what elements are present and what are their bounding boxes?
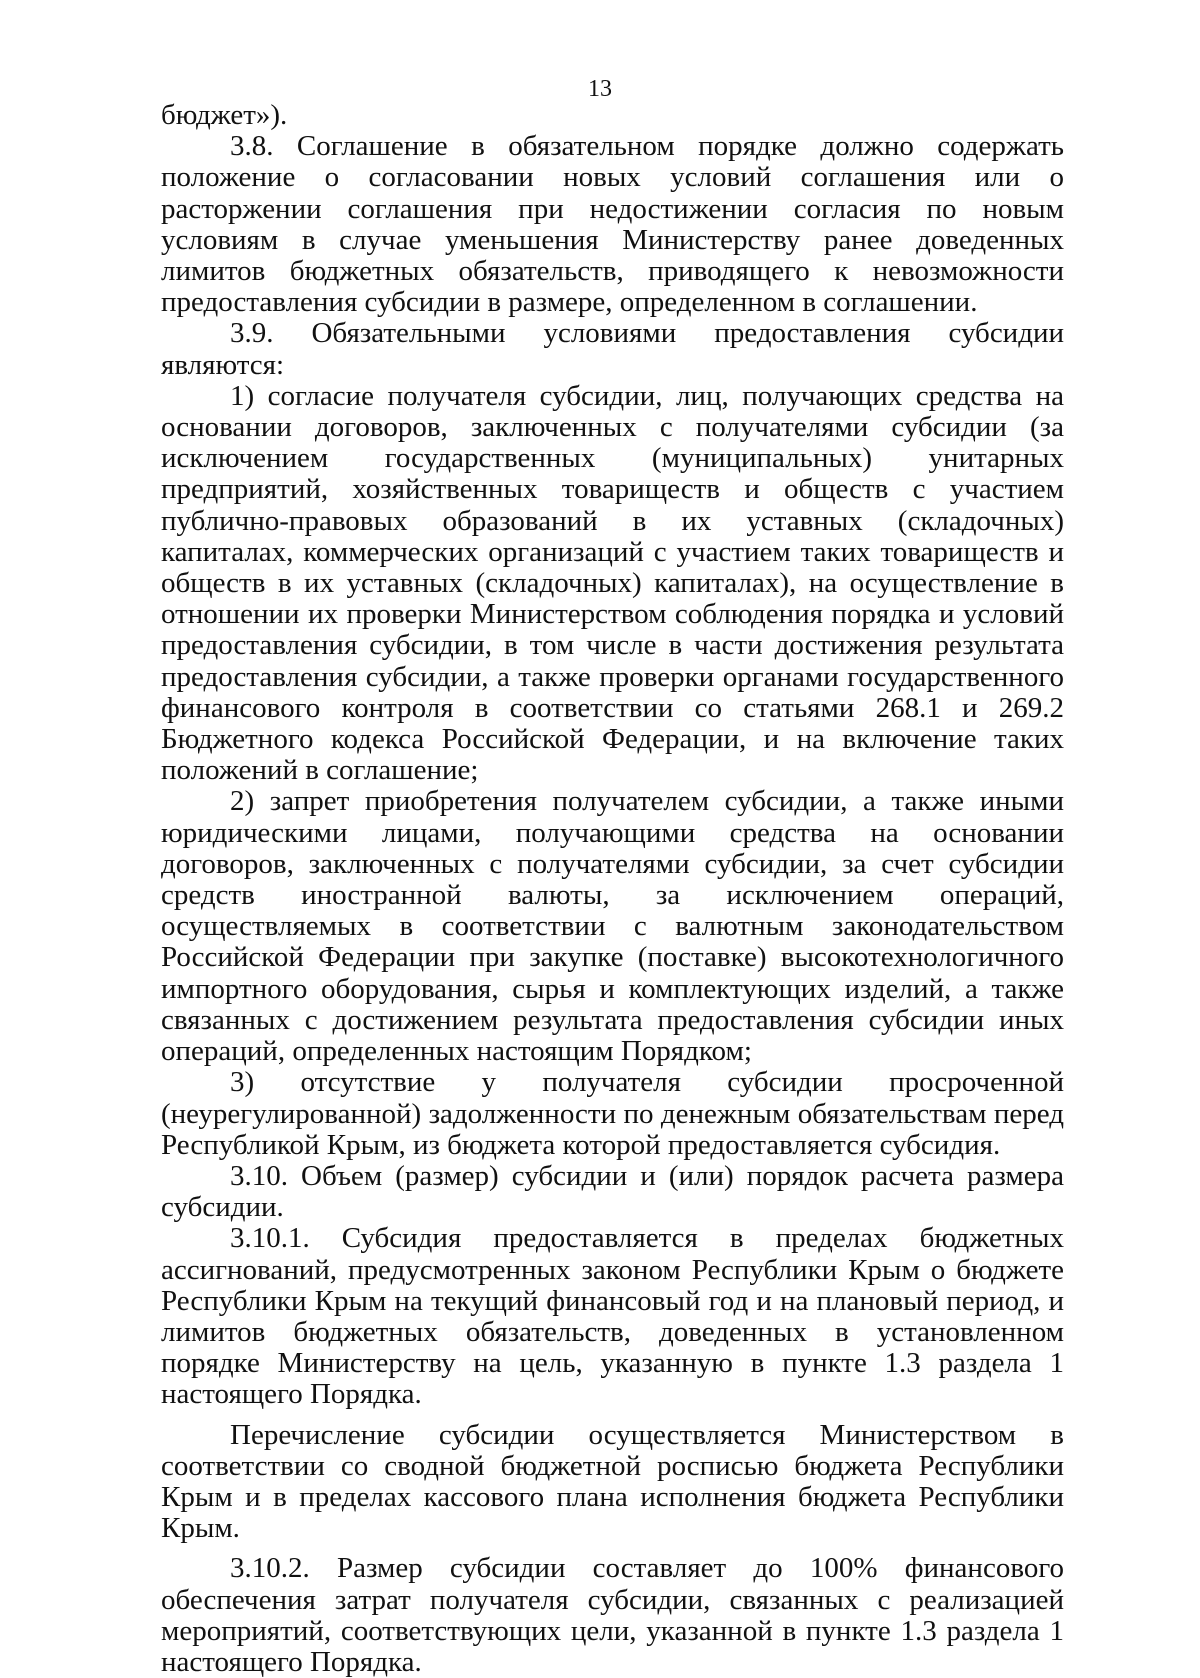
paragraph-3-10-1: 3.10.1. Субсидия предоставляется в пределах бюджетных ассигнований, предусмотренных законом Республики Крым о бюджете Республики Крым на текущий финансовый год и на плановый период, и лимитов бюджетных обязательств, доведенных в установленном порядке Министерству на цель, указанную в пункте 1.3 раздела 1 настоящего Порядка. xyxy=(161,1222,1064,1411)
paragraph-3-10-2: 3.10.2. Размер субсидии составляет до 100% финансового обеспечения затрат получателя субсидии, связанных с реализацией мероприятий, соответствующих цели, указанной в пункте 1.3 раздела 1 настоящего Порядка. xyxy=(161,1552,1064,1678)
paragraph-transfer: Перечисление субсидии осуществляется Министерством в соответствии со сводной бюджетной росписью бюджета Республики Крым и в пределах кассового плана исполнения бюджета Республики Крым. xyxy=(161,1418,1064,1545)
paragraph-3-10: 3.10. Объем (размер) субсидии и (или) порядок расчета размера субсидии. xyxy=(161,1159,1064,1224)
page-number: 13 xyxy=(588,76,612,102)
paragraph-3-9-item-1: 1) согласие получателя субсидии, лиц, получающих средства на основании договоров, заключенных с получателями субсидии (за исключением государственных (муниципальных) унитарных предприятий, хозяйственных товариществ и обществ с участием публично-правовых образований в их уставных (складочных) капиталах, коммерческих организаций с участием таких товариществ и обществ в их уставных (складочных) капиталах), на осуществление в отношении их проверки Министерством соблюдения порядка и условий предоставления субсидии, в том числе в части достижения результата предоставления субсидии, а также проверки органами государственного финансового контроля в соответствии со статьями 268.1 и 269.2 Бюджетного кодекса Российской Федерации, и на включение таких положений в соглашение; xyxy=(161,379,1064,787)
paragraph-3-9-item-3: 3) отсутствие у получателя субсидии просроченной (неурегулированной) задолженности по денежным обязательствам перед Республикой Крым, из бюджета которой предоставляется субсидия. xyxy=(161,1066,1064,1161)
paragraph-3-8: 3.8. Соглашение в обязательном порядке должно содержать положение о согласовании новых условий соглашения или о расторжении соглашения при недостижении согласия по новым условиям в случае уменьшения Министерству ранее доведенных лимитов бюджетных обязательств, приводящего к невозможности предоставления субсидии в размере, определенном в соглашении. xyxy=(161,130,1064,319)
paragraph-continuation: бюджет»). xyxy=(161,99,288,131)
document-body xyxy=(161,100,1064,1678)
paragraph-3-9-item-2: 2) запрет приобретения получателем субсидии, а также иными юридическими лицами, получающими средства на основании договоров, заключенных с получателями субсидии, за счет субсидии средств иностранной валюты, за исключением операций, осуществляемых в соответствии с валютным законодательством Российской Федерации при закупке (поставке) высокотехнологичного импортного оборудования, сырья и комплектующих изделий, а также связанных с достижением результата предоставления субсидии иных операций, определенных настоящим Порядком; xyxy=(161,785,1064,1068)
paragraph-3-9: 3.9. Обязательными условиями предоставления субсидии являются: xyxy=(161,317,1064,381)
